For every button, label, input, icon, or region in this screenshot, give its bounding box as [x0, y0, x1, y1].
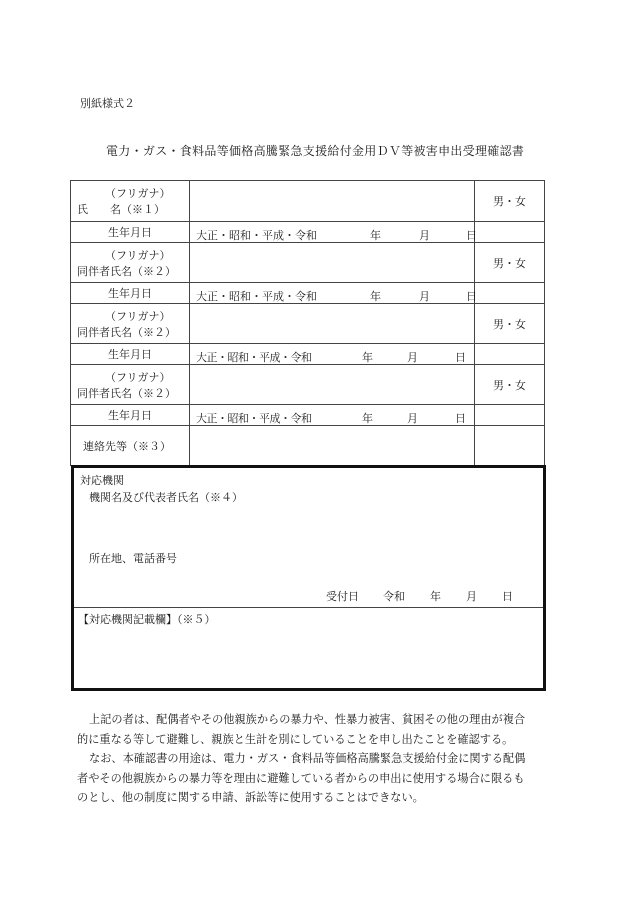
org-name-label: 機関名及び代表者氏名（※４）	[89, 491, 243, 504]
org-divider	[74, 607, 543, 608]
contact-field[interactable]	[190, 426, 475, 466]
era-options: 大正・昭和・平成・令和	[196, 351, 312, 364]
birth-label: 生年月日	[71, 283, 190, 304]
companion-3-name-field[interactable]	[190, 365, 475, 405]
companion-2-birth-row	[71, 344, 545, 365]
document-title: 電力・ガス・食料品等価格高騰緊急支援給付金用ＤＶ等被害申出受理確認書	[106, 144, 525, 158]
companion-2-gender[interactable]: 男・女	[475, 304, 545, 344]
contact-row	[71, 426, 545, 466]
day-label: 日	[466, 229, 477, 242]
companion-1-gender[interactable]: 男・女	[475, 243, 545, 283]
birth-label: 生年月日	[71, 405, 190, 426]
companion-1-name-row	[71, 243, 545, 283]
org-notes-label: 【対応機関記載欄】（※５）	[78, 613, 216, 626]
applicant-name-label-cell	[71, 181, 190, 222]
month-label: 月	[419, 290, 430, 303]
received-month: 月	[466, 590, 477, 603]
companion-3-birth-field[interactable]	[190, 405, 475, 426]
applicant-name-row	[71, 181, 545, 222]
month-label: 月	[419, 229, 430, 242]
empty-cell	[475, 344, 545, 365]
year-label: 年	[370, 290, 381, 303]
para-line: のとし、他の制度に関する申請、訴訟等に使用することはできない。	[77, 791, 424, 804]
companion-2-name-field[interactable]	[190, 304, 475, 344]
empty-cell	[475, 405, 545, 426]
day-label: 日	[455, 351, 466, 364]
furigana-label: （フリガナ）	[105, 187, 171, 200]
year-label: 年	[362, 351, 373, 364]
received-date-label: 受付日	[326, 590, 359, 603]
companion-2-label: 同伴者氏名（※２）	[77, 325, 176, 339]
para-line: 上記の者は、配偶者やその他親族からの暴力や、性暴力被害、貧困その他の理由が複合	[89, 713, 526, 726]
year-label: 年	[362, 412, 373, 425]
empty-cell	[475, 283, 545, 304]
companion-3-birth-row	[71, 405, 545, 426]
month-label: 月	[407, 412, 418, 425]
empty-cell	[475, 222, 545, 243]
companion-2-name-row	[71, 304, 545, 344]
companion-3-label-cell	[71, 365, 190, 405]
received-day: 日	[502, 590, 513, 603]
applicant-birth-row	[71, 222, 545, 243]
birth-label: 生年月日	[71, 344, 190, 365]
para-line: 者やその他親族からの暴力等を理由に避難している者からの申出に使用する場合に限るも	[77, 771, 525, 785]
birth-label: 生年月日	[71, 222, 190, 243]
day-label: 日	[466, 290, 477, 303]
furigana-label: （フリガナ）	[105, 248, 171, 262]
org-address-field[interactable]	[194, 550, 533, 580]
applicant-table	[70, 180, 545, 466]
confirmation-paragraph	[77, 710, 557, 808]
org-notes-field[interactable]	[78, 630, 539, 684]
applicant-gender[interactable]: 男・女	[475, 181, 545, 222]
era-options: 大正・昭和・平成・令和	[196, 229, 317, 242]
para-line: なお、本確認書の用途は、電力・ガス・食料品等価格高騰緊急支援給付金に関する配偶	[89, 752, 526, 765]
empty-cell	[475, 426, 545, 466]
companion-3-gender[interactable]: 男・女	[475, 365, 545, 405]
era-options: 大正・昭和・平成・令和	[196, 412, 312, 425]
applicant-name-label: 氏 名（※１）	[77, 203, 165, 216]
companion-3-name-row	[71, 365, 545, 405]
month-label: 月	[407, 351, 418, 364]
received-era: 令和	[383, 590, 405, 603]
companion-2-label-cell	[71, 304, 190, 344]
applicant-name-field[interactable]	[190, 181, 475, 222]
furigana-label: （フリガナ）	[105, 370, 171, 384]
para-line: 的に重なる等して避難し、親族と生計を別にしていることを申し出たことを確認する。	[77, 732, 514, 746]
day-label: 日	[455, 412, 466, 425]
companion-2-birth-field[interactable]	[190, 344, 475, 365]
organization-section	[71, 465, 546, 691]
era-options: 大正・昭和・平成・令和	[196, 290, 317, 303]
form-number: 別紙様式２	[80, 97, 135, 110]
companion-3-label: 同伴者氏名（※２）	[77, 386, 176, 400]
companion-1-name-field[interactable]	[190, 243, 475, 283]
companion-1-label-cell	[71, 243, 190, 283]
year-label: 年	[370, 229, 381, 242]
org-address-label: 所在地、電話番号	[89, 552, 177, 565]
contact-label: 連絡先等（※３）	[71, 426, 190, 466]
org-heading: 対応機関	[80, 474, 124, 487]
furigana-label: （フリガナ）	[105, 309, 171, 323]
received-year: 年	[430, 590, 441, 603]
companion-1-birth-row	[71, 283, 545, 304]
companion-1-birth-field[interactable]	[190, 283, 475, 304]
companion-1-label: 同伴者氏名（※２）	[77, 264, 176, 278]
org-name-field[interactable]	[214, 508, 533, 548]
applicant-birth-field[interactable]	[190, 222, 475, 243]
